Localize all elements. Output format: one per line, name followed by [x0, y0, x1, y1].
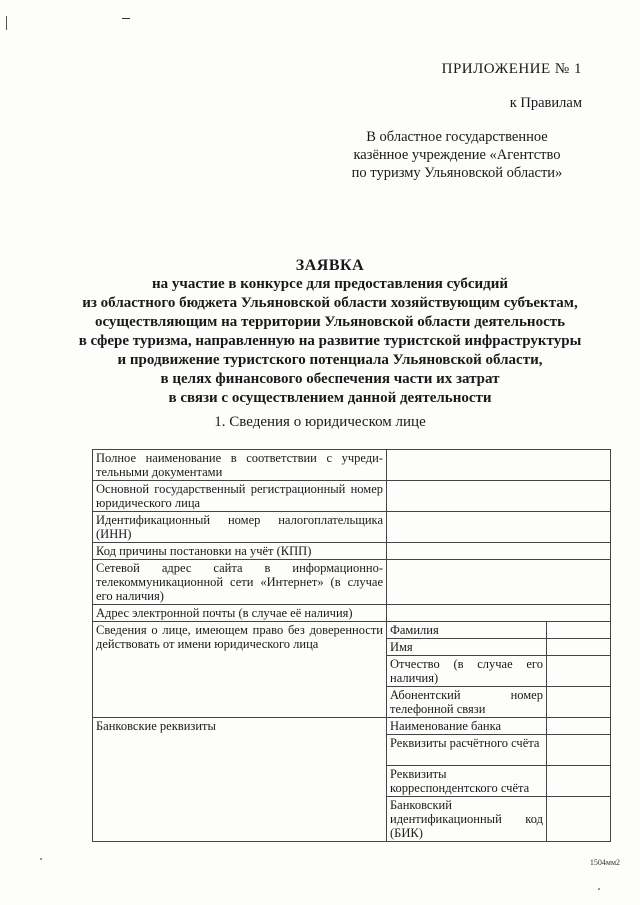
subfield-label: Отчество (в случае его наличия) [387, 656, 547, 687]
appendix-subtitle: к Правилам [509, 95, 582, 111]
form-row [93, 543, 611, 560]
appendix-title: ПРИЛОЖЕНИЕ № 1 [441, 61, 582, 77]
subfield-label: Абонентский номер телефонной связи [387, 687, 547, 718]
addressee-line: В областное государственное [366, 129, 548, 145]
heading-line: в связи с осуществлением данной деятельности [168, 390, 492, 406]
heading-line: в целях финансового обеспечения части их затрат [160, 371, 500, 387]
heading-line: и продвижение туристского потенциала Ульяновской области, [117, 352, 543, 368]
form-label: Основной государственный регистрационный номер юридического лица [93, 481, 387, 512]
subfield-value[interactable] [547, 639, 611, 656]
subfield-value[interactable] [547, 797, 611, 842]
subfield-label: Фамилия [387, 622, 547, 639]
form-value-field[interactable] [387, 481, 611, 512]
form-row [93, 718, 611, 735]
subfield-label: Реквизиты расчётного счёта [387, 735, 547, 766]
form-row [93, 481, 611, 512]
representative-label: Сведения о лице, имеющем право без доверенности действовать от имени юридического лица [93, 622, 387, 718]
form-row [93, 605, 611, 622]
form-label: Код причины постановки на учёт (КПП) [93, 543, 387, 560]
form-value-field[interactable] [387, 512, 611, 543]
form-row [93, 450, 611, 481]
document-heading [40, 256, 620, 408]
form-row [93, 512, 611, 543]
scan-speck [40, 858, 42, 860]
addressee [332, 128, 582, 182]
bank-label: Банковские реквизиты [93, 718, 387, 842]
scan-speck [598, 888, 600, 890]
legal-entity-form [92, 449, 611, 842]
subfield-label: Банковский идентификационный код (БИК) [387, 797, 547, 842]
appendix-block [332, 60, 582, 182]
heading-line: в сфере туризма, направленную на развитие туристской инфраструктуры [78, 333, 582, 349]
form-value-field[interactable] [387, 543, 611, 560]
heading-line: осуществляющим на территории Ульяновской области деятельность [94, 314, 566, 330]
subfield-value[interactable] [547, 656, 611, 687]
form-row [93, 560, 611, 605]
form-label: Адрес электронной почты (в случае её наличия) [93, 605, 387, 622]
scan-edge-mark [6, 16, 7, 30]
footer-code: 1504мм2 [589, 858, 620, 867]
subfield-label: Наименование банка [387, 718, 547, 735]
subfield-label: Реквизиты корреспондентского счёта [387, 766, 547, 797]
scan-mark [122, 18, 130, 19]
addressee-line: казённое учреждение «Агентство [353, 147, 561, 163]
subfield-value[interactable] [547, 622, 611, 639]
form-value-field[interactable] [387, 560, 611, 605]
addressee-line: по туризму Ульяновской области» [351, 165, 563, 181]
document-title: ЗАЯВКА [295, 257, 365, 274]
form-label: Сетевой адрес сайта в информационно-телекоммуникационной сети «Интернет» (в случае его наличия) [93, 560, 387, 605]
section-title: 1. Сведения о юридическом лице [214, 414, 426, 430]
form-value-field[interactable] [387, 450, 611, 481]
heading-line: на участие в конкурсе для предоставления субсидий [151, 276, 509, 292]
form-value-field[interactable] [387, 605, 611, 622]
heading-line: из областного бюджета Ульяновской области хозяйствующим субъектам, [82, 295, 578, 311]
form-label: Идентификационный номер налогоплательщика (ИНН) [93, 512, 387, 543]
subfield-value[interactable] [547, 718, 611, 735]
subfield-value[interactable] [547, 687, 611, 718]
subfield-value[interactable] [547, 766, 611, 797]
form-label: Полное наименование в соответствии с учреди-тельными документами [93, 450, 387, 481]
subfield-label: Имя [387, 639, 547, 656]
form-row [93, 622, 611, 639]
subfield-value[interactable] [547, 735, 611, 766]
